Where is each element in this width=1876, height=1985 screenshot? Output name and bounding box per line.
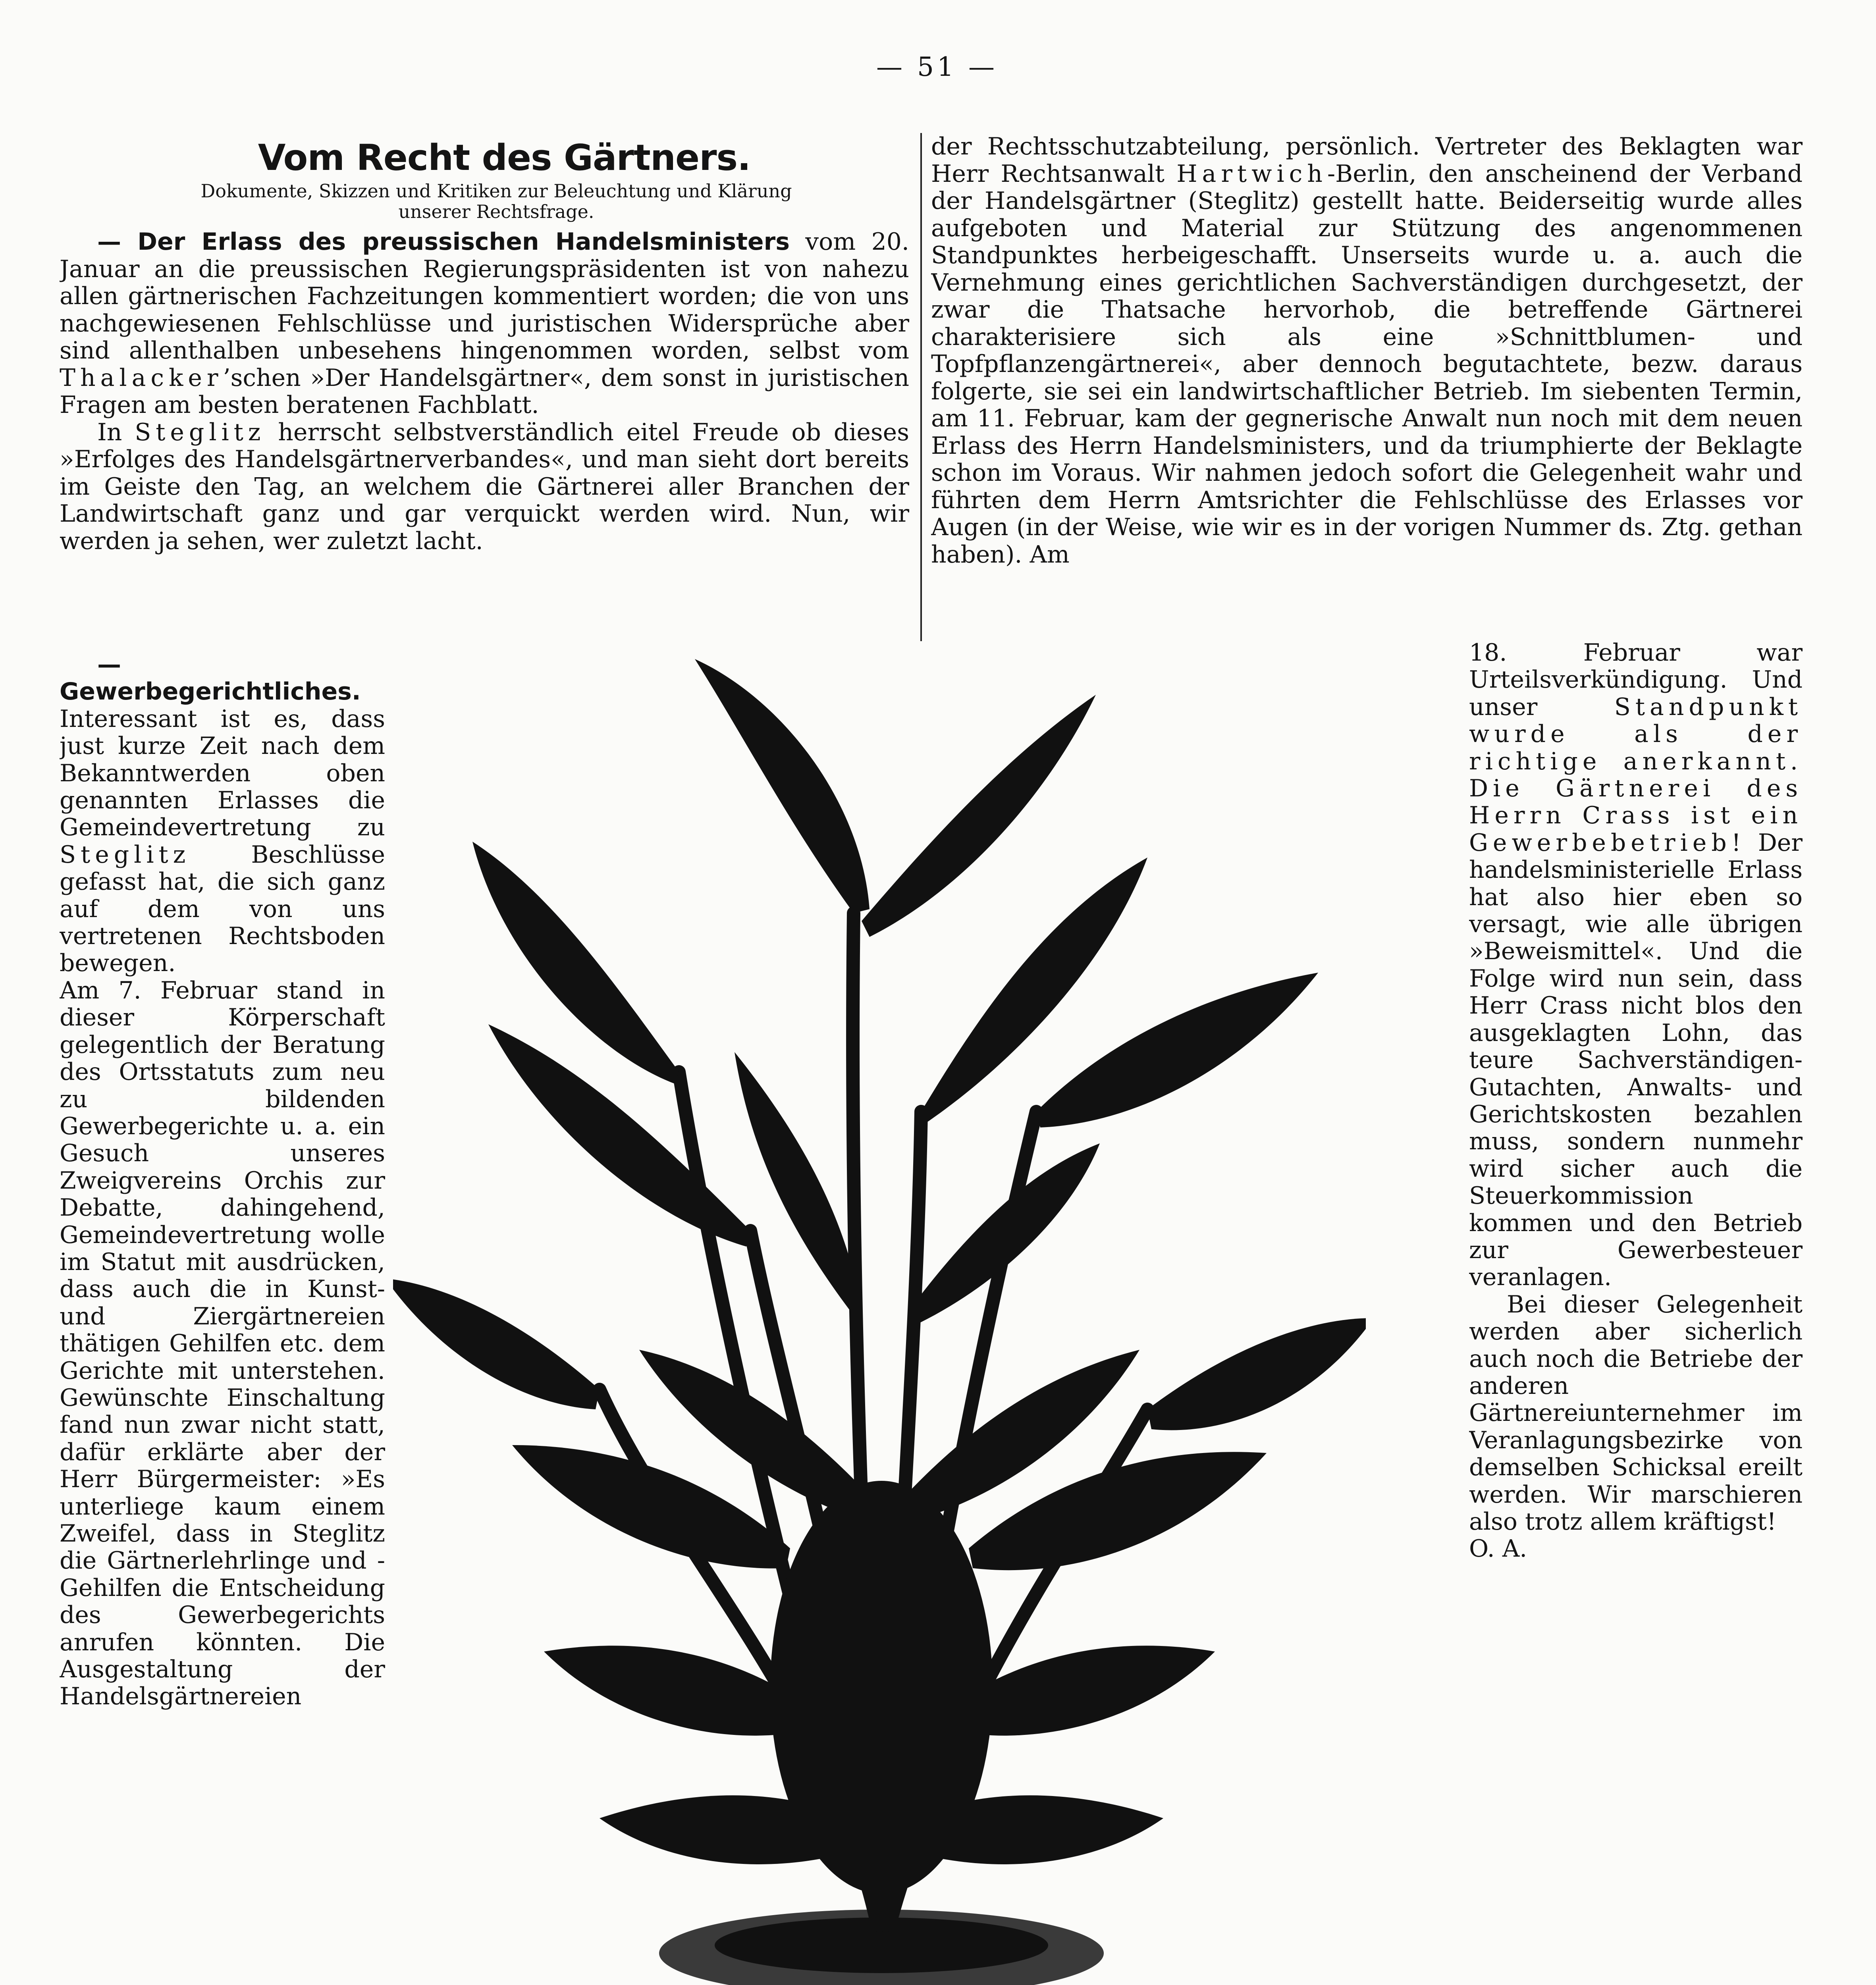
- page-number: — 51 —: [876, 52, 998, 82]
- article-title: Vom Recht des Gärtners.: [258, 137, 751, 179]
- paragraph-urteil: [1469, 639, 1803, 1291]
- paragraph-steglitz: [60, 419, 909, 555]
- paragraph-text: der Rechtsschutzabteilung, persönlich. Vertreter des Beklagten war Herr Rechtsanwalt: [931, 133, 1803, 188]
- right-column-narrow: [1469, 639, 1803, 1977]
- column-divider: [920, 133, 922, 641]
- paragraph-februar: Am 7. Februar stand in dieser Körperschaft gelegentlich der Beratung des Ortsstatuts zum neu zu bildenden Gewerbegerichte u. a. ein Gesuch unseres Zweigvereins Orchis zur Debatte, dahingehend, Gemeindevertretung wolle im Statut mit ausdrücken, dass auch die in Kunst- und Ziergärtnereien thätigen Gehilfen etc. dem Gerichte mit unterstehen. Gewünschte Einschaltung fand nun zwar nicht statt, dafür erklärte aber der Herr Bürgermeister: »Es unterliege kaum einem Zweifel, dass in Steglitz die Gärtnerlehrlinge und -Gehilfen die Entscheidung des Gewerbegerichts anrufen könnten. Die Ausgestaltung der Handelsgärtnereien: [60, 976, 385, 1711]
- left-column-narrow: [60, 651, 385, 1985]
- paragraph-text: herrscht selbstverständlich eitel Freude ob dieses »Erfolges des Handelsgärtnerverbandes«, und man sieht dort bereits im Geiste den Tag, an welchem die Gärtnerei aller Branchen der Landwirtschaft ganz und gar verquickt werden wird. Nun, wir werden ja sehen, wer zuletzt lacht.: [60, 418, 909, 555]
- paragraph-rechtsschutz: [931, 133, 1803, 568]
- subtitle-line: Dokumente, Skizzen und Kritiken zur Beleuchtung und Klärung: [201, 180, 792, 202]
- paragraph-text: 18. Februar war Urteilsverkündigung. Und unser: [1469, 639, 1803, 721]
- paragraph-text: ’schen »Der Handelsgärtner«, dem sonst in juristischen Fragen am besten beratenen Fachblatt.: [60, 364, 909, 419]
- spaced-name: Hartwich: [1176, 160, 1327, 188]
- right-column-top: [931, 133, 1803, 641]
- signature: O. A.: [1469, 1535, 1527, 1563]
- paragraph-text: -Berlin, den anscheinend der Verband der Handelsgärtner (Steglitz) gestellt hatte. Beiderseitig wurde alles aufgeboten und Material zur Stützung des angenommenen Standpunktes herbeigeschafft. Unserseits wurde u. a. auch die Vernehmung eines gerichtlichen Sachverständigen durchgesetzt, der zwar die Thatsache hervorhob, die betreffende Gärtnerei charakterisiere sich als eine »Schnittblumen- und Topfpflanzengärtnerei«, aber dennoch begutachtete, bezw. daraus folgerte, sie sei ein landwirtschaftlicher Betrieb. Im siebenten Termin, am 11. Februar, kam der gegnerische Anwalt nun noch mit dem neuen Erlass des Herrn Handelsministers, und da triumphierte der Beklagte schon im Voraus. Wir nahmen jedoch sofort die Gelegenheit wahr und führten dem Herrn Amtsrichter die Fehlschlüsse des Erlasses vor Augen (in der Weise, wie wir es in der vorigen Nummer ds. Ztg. gethan haben). Am: [931, 160, 1803, 569]
- subtitle-line: unserer Rechtsfrage.: [398, 201, 594, 222]
- paragraph-text: Beschlüsse gefasst hat, die sich ganz auf dem von uns vertretenen Rechtsboden bewegen.: [60, 840, 385, 977]
- spaced-statement: Standpunkt wurde als der richtige anerkannt. Die Gärtnerei des Herrn Crass ist ein Gewerbebetrieb!: [1469, 693, 1803, 857]
- article-subtitle: [119, 181, 873, 222]
- spaced-name: Steglitz: [135, 418, 266, 446]
- spaced-name: Thalacker: [60, 364, 223, 392]
- left-column-top: [60, 228, 909, 649]
- plant-illustration: [393, 635, 1366, 1985]
- paragraph-text: vom 20. Januar an die preussischen Regierungspräsidenten ist von nahezu allen gärtnerischen Fachzeitungen kommentiert worden; die von uns nachgewiesenen Fehlschlüsse und juristischen Widersprüche aber sind allenthalben unbesehens hingenommen worden, selbst vom: [60, 228, 909, 364]
- paragraph-text: In: [97, 418, 135, 446]
- paragraph-gewerbegericht: [60, 651, 385, 977]
- spaced-name: Steglitz: [60, 840, 191, 869]
- paragraph-text: Interessant ist es, dass just kurze Zeit nach dem Bekanntwerden oben genannten Erlasses die Gemeindevertretung zu: [60, 705, 385, 842]
- paragraph-handelsminister: [60, 228, 909, 419]
- paragraph-gelegenheit: Bei dieser Gelegenheit werden aber sicherlich auch noch die Betriebe der anderen Gärtnereiunternehmer im Veranlagungsbezirke von demselben Schicksal ereilt werden. Wir marschieren also trotz allem kräftigst!: [1469, 1290, 1803, 1536]
- section-lead: — Gewerbegerichtliches.: [60, 651, 361, 706]
- paragraph-text: Der handelsministerielle Erlass hat also hier eben so versagt, wie alle übrigen »Beweismittel«. Und die Folge wird nun sein, dass Herr Crass nicht blos den ausgeklagten Lohn, das teure Sachverständigen-Gutachten, Anwalts- und Gerichtskosten bezahlen muss, sondern nunmehr wird sicher auch die Steuerkommission kommen und den Betrieb zur Gewerbesteuer veranlagen.: [1469, 829, 1803, 1291]
- section-lead: — Der Erlass des preussischen Handelsministers: [97, 228, 790, 256]
